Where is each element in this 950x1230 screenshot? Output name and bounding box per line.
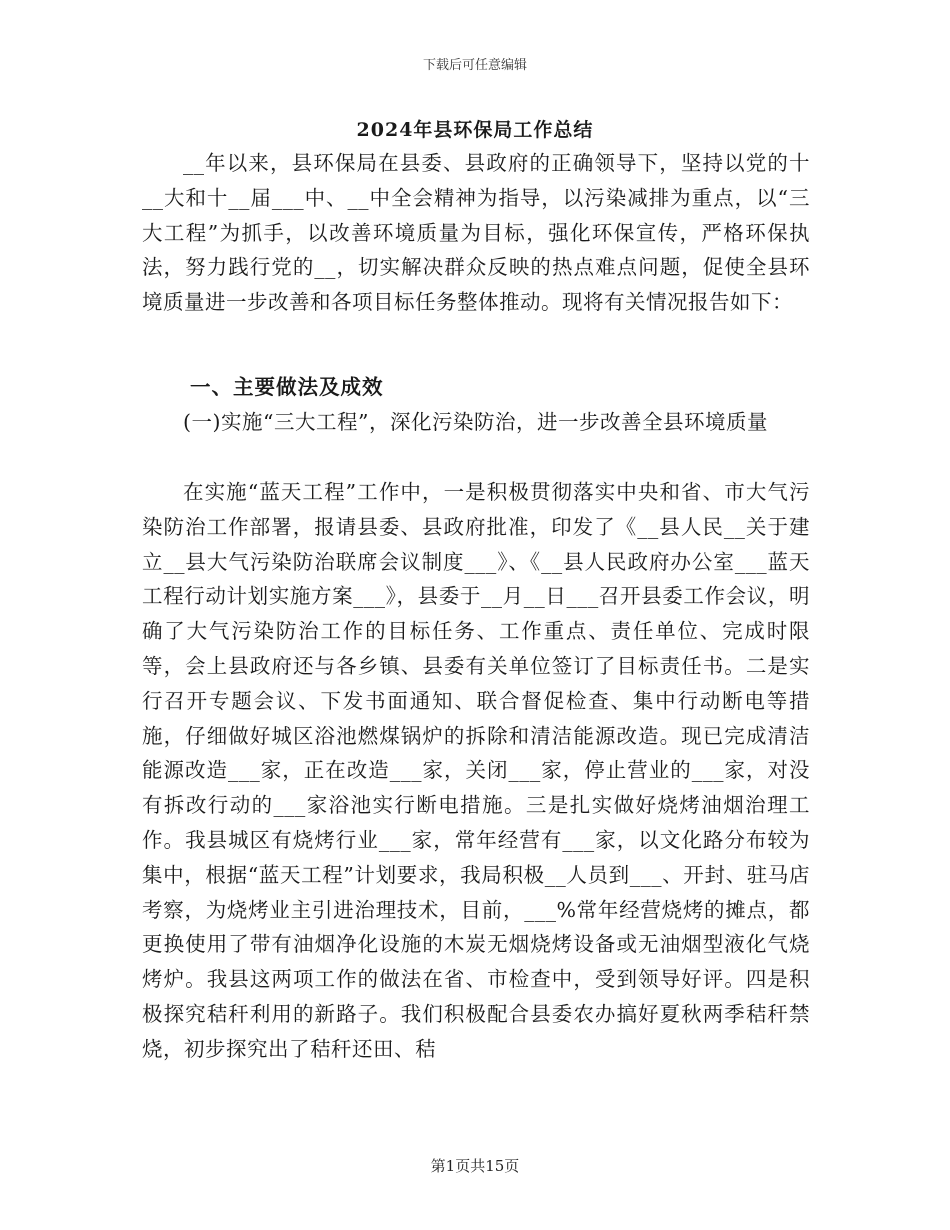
sub-heading: (一)实施“三大工程”，深化污染防治，进一步改善全县环境质量 [183, 410, 768, 434]
section-heading: 一、主要做法及成效 [190, 375, 384, 399]
body-paragraph: 在实施“蓝天工程”工作中，一是积极贯彻落实中央和省、市大气污染防治工作部署，报请县委、县政府批准，印发了《__县人民__关于建立__县大气污染防治联席会议制度___》、《__县人民政府办公室___蓝天工程行动计划实施方案___》，县委于__月__日___召开县委工作会议，明确了大气污染防治工作的目标任务、工作重点、责任单位、完成时限等，会上县政府还与各乡镇、县委有关单位签订了目标责任书。二是实行召开专题会议、下发书面通知、联合督促检查、集中行动断电等措施，仔细做好城区浴池燃煤锅炉的拆除和清洁能源改造。现已完成清洁能源改造___家，正在改造___家，关闭___家，停止营业的___家，对没有拆改行动的___家浴池实行断电措施。三是扎实做好烧烤油烟治理工作。我县城区有烧烤行业___家，常年经营有___家，以文化路分布较为集中，根据“蓝天工程”计划要求，我局积极__人员到___、开封、驻马店考察，为烧烤业主引进治理技术，目前，___%常年经营烧烤的摊点，都更换使用了带有油烟净化设施的木炭无烟烧烤设备或无油烟型液化气烧烤炉。我县这两项工作的做法在省、市检查中，受到领导好评。四是积极探究秸秆利用的新路子。我们积极配合县委农办搞好夏秋两季秸秆禁烧，初步探究出了秸秆还田、秸 [142, 480, 810, 1061]
intro-paragraph: __年以来，县环保局在县委、县政府的正确领导下，坚持以党的十__大和十__届___中、__中全会精神为指导，以污染减排为重点，以“三大工程”为抓手，以改善环境质量为目标，强化环保宣传，严格环保执法，努力践行党的__，切实解决群众反映的热点难点问题，促使全县环境质量进一步改善和各项目标任务整体推动。现将有关情况报告如下： [142, 151, 810, 315]
header-note: 下载后可任意编辑 [422, 58, 527, 73]
page-footer: 第1页共15页 [430, 1157, 520, 1175]
document-title: 2024年县环保局工作总结 [356, 119, 594, 141]
